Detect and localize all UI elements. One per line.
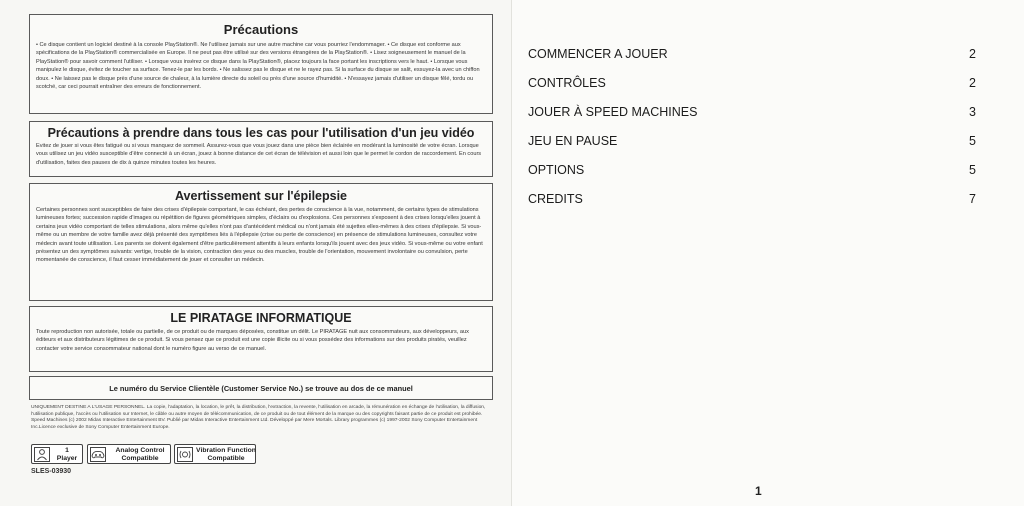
toc-page-number: 5 — [969, 163, 976, 177]
epilepsy-warning-title: Avertissement sur l'épilepsie — [174, 189, 348, 203]
epilepsy-warning-text: Certaines personnes sont susceptibles de faire des crises d'épilepsie comportant, le cas échéant, des pertes de conscience à la vue, notamment, de certains types de stimulations lumineuses fortes; succession rapide d'images ou répétition de figures géométriques simples, d'éclairs ou d'explosions. Ces personnes s'exposent à des crises lorsqu'elles jouent à certains jeux vidéo comportant de telles stimulations, alors même qu'elles n'ont pas d'antécédent médical ou n'ont jamais été sujettes elles-mêmes à des crises d'épilepsie. Si vous-même ou un membre de votre famille avez déjà présenté des symptômes liés à l'épilepsie (crise ou perte de conscience) en présence de stimulations lumineuses, consultez votre médecin avant toute utilisation. Les parents se doivent également d'être particulièrement attentifs à leurs enfants lorsqu'ils jouent avec des jeux vidéo. Si vous-même ou votre enfant présentez un des symptômes suivants: vertige, trouble de la vision, contraction des yeux ou des muscles, trouble de l'orientation, mouvement involontaire ou convulsion, perte momentanée de conscience, il faut cesser immédiatement de jouer et consulter un médecin. — [36, 207, 483, 264]
toc-row — [528, 100, 980, 129]
toc-row — [528, 71, 980, 100]
customer-service-text: Le numéro du Service Clientèle (Customer Service No.) se trouve au dos de ce manuel — [109, 384, 413, 393]
video-precautions-box — [29, 121, 493, 177]
customer-service-box — [29, 376, 493, 400]
product-code: SLES-03930 — [31, 468, 72, 475]
toc-label: CONTRÔLES — [528, 76, 606, 90]
precautions-text: • Ce disque contient un logiciel destiné à la console PlayStation®. Ne l'utilisez jamais sur une autre machine car vous pourriez l'endommager. • Ce disque est conforme aux spécifications de la PlayStation® commercialisée en Europe. Il ne peut pas être utilisé sur des versions étrangères de la PlayStation®. • Lisez soigneusement le manuel de la PlayStation® pour savoir comment l'utiliser. • Lorsque vous insérez ce disque dans la PlayStation®, placez toujours la face portant les inscriptions vers le haut. • Lorsque vous manipulez le disque, évitez de toucher sa surface. Tenez-le par les bords. • Ne salissez pas le disque et ne le rayez pas. Si la surface du disque se salit, essuyez-la avec un chiffon doux. • Ne laissez pas le disque près d'une source de chaleur, à la lumière directe du soleil ou près d'une source d'humidité. • N'essayez jamais d'utiliser un disque fêlé, tordu ou scotché, car ceci pourrait entraîner des erreurs de fonctionnement. — [36, 42, 480, 91]
toc-page-number: 2 — [969, 76, 976, 90]
legal-notice: UNIQUEMENT DESTINE A L'USAGE PERSONNEL. La copie, l'adaptation, la location, le prêt, la distribution, l'extraction, la revente, l'utilisation en arcade, la rémunération en échange de l'utilisation, la diffusion, l'utilisation publique, l'accès ou l'utilisation sur Internet, le câble ou autre moyen de télécommunication, de ce produit ou de tout élément de la marque ou des copyrights faisant partie de ce produit est prohibée. Speed Machines (c) 2002 Midas Interactive Entertainment BV. Publié par Midas Interactive Entertainment Ltd. Développé par Mere Mortals. Library programmes (c) 1997-2002 Sony Computer Entertainment Inc.Licence exclusive de Sony Computer Entertainment Europe. — [31, 405, 486, 431]
vibration-function-badge — [174, 444, 256, 464]
video-precautions-title: Précautions à prendre dans tous les cas pour l'utilisation d'un jeu vidéo — [47, 126, 475, 140]
table-of-contents — [528, 42, 980, 216]
player-badge — [31, 444, 83, 464]
player-icon — [34, 447, 50, 462]
epilepsy-warning-box — [29, 183, 493, 301]
toc-page-number: 3 — [969, 105, 976, 119]
piracy-box — [29, 306, 493, 372]
page-number: 1 — [755, 484, 762, 498]
toc-label: JEU EN PAUSE — [528, 134, 618, 148]
toc-row — [528, 42, 980, 71]
toc-row — [528, 129, 980, 158]
piracy-text: Toute reproduction non autorisée, totale ou partielle, de ce produit ou de marques déposées, constitue un délit. Le PIRATAGE nuit aux consommateurs, aux développeurs, aux éditeurs et aux distributeurs légitimes de ce produit. Si vous pensez que ce produit est une copie illicite ou si vous possédez des informations sur des produits piratés, veuillez contacter votre service consommateur national dont le numéro figure au verso de ce manuel. — [36, 329, 469, 352]
analog-controller-icon — [90, 447, 106, 462]
video-precautions-text: Evitez de jouer si vous êtes fatigué ou si vous manquez de sommeil. Assurez-vous que vous jouez dans une pièce bien éclairée en modérant la luminosité de votre écran. Lorsque vous utilisez un jeu vidéo susceptible d'être connecté à un écran, jouez à bonne distance de cet écran de télévision et aussi loin que le permet le cordon de raccordement. En cours d'utilisation, faites des pauses de dix à quinze minutes toutes les heures. — [36, 143, 482, 166]
toc-label: JOUER À SPEED MACHINES — [528, 105, 698, 119]
vibration-icon — [177, 447, 193, 462]
toc-row — [528, 187, 980, 216]
precautions-box — [29, 14, 493, 114]
toc-label: OPTIONS — [528, 163, 585, 177]
toc-page-number: 2 — [969, 47, 976, 61]
vibration-label-line2: Compatible — [207, 455, 245, 462]
piracy-title: LE PIRATAGE INFORMATIQUE — [170, 311, 352, 325]
player-count: 1 — [65, 447, 69, 454]
toc-label: COMMENCER A JOUER — [528, 47, 668, 61]
toc-page-number: 7 — [969, 192, 976, 206]
analog-control-badge — [87, 444, 171, 464]
precautions-title: Précautions — [223, 22, 299, 37]
toc-page-number: 5 — [969, 134, 976, 148]
vibration-label-line1: Vibration Function — [196, 447, 256, 454]
toc-label: CREDITS — [528, 192, 583, 206]
analog-label-line1: Analog Control — [115, 447, 165, 454]
toc-row — [528, 158, 980, 187]
analog-label-line2: Compatible — [121, 455, 159, 462]
player-label: Player — [56, 455, 78, 462]
